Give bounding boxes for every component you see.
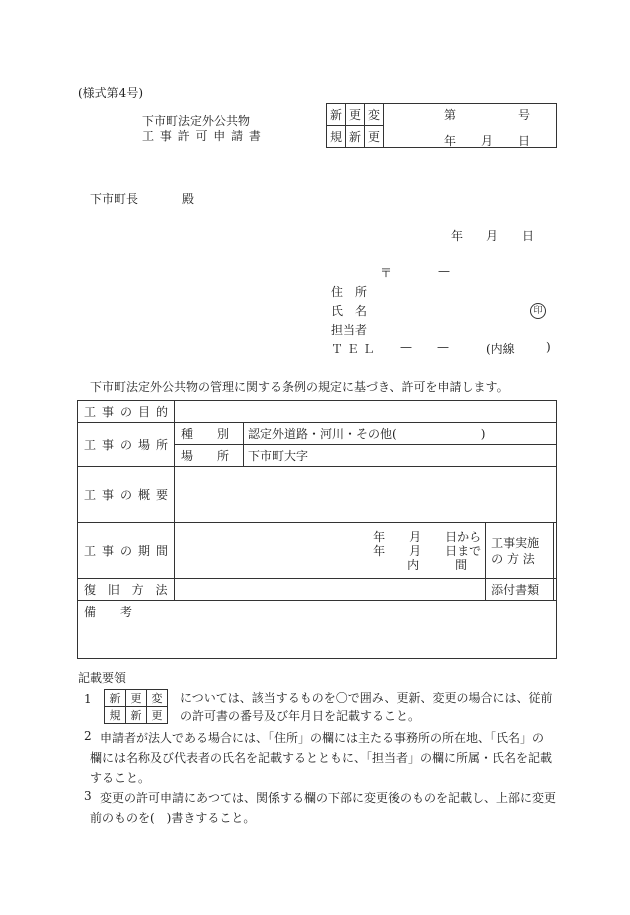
address-label: 住 所 [331, 285, 368, 299]
extension-close: ) [546, 340, 551, 354]
tel-dash-1: — [400, 340, 412, 354]
period-value[interactable] [175, 523, 486, 579]
purpose-label: 工事の目的 [78, 401, 175, 423]
application-statement: 下市町法定外公共物の管理に関する条例の規定に基づき、許可を申請します。 [90, 380, 509, 394]
notes-heading: 記載要領 [78, 671, 127, 685]
year-label: 年 [444, 134, 457, 148]
note-2-line-b: 欄には名称及び代表者の氏名を記載するとともに、「担当者」の欄に所属・氏名を記載 [90, 751, 553, 765]
attach-label: 添付書類 [486, 579, 554, 601]
period-line-from: 年 月 日から [373, 529, 482, 544]
month-label: 月 [481, 134, 494, 148]
period-line-to: 年 月 日まで [373, 543, 482, 558]
day-label: 日 [518, 134, 531, 148]
kind-value[interactable]: 認定外道路・河川・その他( ) [244, 423, 557, 445]
extension-label: (内線 [486, 342, 515, 356]
method-label-line2: の 方 法 [491, 551, 535, 566]
dono: 殿 [182, 192, 195, 206]
purpose-value[interactable] [175, 401, 557, 423]
box-cell: 新 [346, 126, 365, 148]
note-3-number: 3 [84, 789, 92, 803]
addressee: 下市町長 [90, 192, 139, 206]
box-cell: 変 [365, 104, 384, 126]
attach-value[interactable] [554, 579, 557, 601]
method-label-line1: 工事実施 [491, 535, 540, 550]
box-cell: 更 [126, 690, 147, 707]
go-label: 号 [518, 108, 531, 122]
remarks-label: 備 考 [84, 605, 133, 619]
postal-mark: 〒 [380, 266, 393, 280]
period-line-duration: 内 間 [407, 557, 468, 572]
note-1-box [104, 689, 168, 724]
box-cell: 更 [346, 104, 365, 126]
note-1-text-b: の許可書の番号及び年月日を記載すること。 [180, 709, 421, 723]
box-cell: 規 [327, 126, 346, 148]
restore-label: 復 旧 方 法 [78, 579, 175, 601]
place-value[interactable]: 下市町大字 [244, 445, 557, 467]
note-2-line-c: すること。 [90, 771, 151, 785]
date-month: 月 [486, 229, 499, 243]
note-2-line-a: 申請者が法人である場合には、「住所」の欄には主たる事務所の所在地、「氏名」の [100, 731, 545, 745]
method-value[interactable] [554, 523, 557, 579]
remarks-cell[interactable] [78, 601, 557, 659]
place-label: 場 所 [175, 445, 244, 467]
permit-number-box [326, 103, 557, 148]
overview-value[interactable] [175, 467, 557, 523]
kind-label: 種 別 [175, 423, 244, 445]
box-cell: 規 [105, 707, 126, 724]
seal-icon: 印 [530, 302, 546, 319]
dai-label: 第 [444, 108, 457, 122]
contact-label: 担当者 [331, 323, 368, 337]
period-label: 工事の期間 [78, 523, 175, 579]
location-label: 工事の場所 [78, 423, 175, 467]
note-3-line-a: 変更の許可申請にあつては、関係する欄の下部に変更後のものを記載し、上部に変更 [100, 791, 557, 805]
application-table [77, 400, 557, 659]
tel-label: Ｔ Ｅ Ｌ [331, 342, 375, 356]
note-1-number: 1 [84, 692, 92, 706]
box-cell: 変 [147, 690, 168, 707]
method-label [486, 523, 554, 579]
name-label: 氏 名 [331, 304, 368, 318]
box-cell: 新 [327, 104, 346, 126]
note-1-text-a: については、該当するものを〇で囲み、更新、変更の場合には、従前 [180, 691, 553, 705]
form-number: (様式第4号) [78, 86, 143, 100]
note-3-line-b: 前のものを( )書きすること。 [90, 811, 256, 825]
form-title-line2: 工 事 許 可 申 請 書 [142, 129, 262, 143]
box-cell: 新 [126, 707, 147, 724]
tel-dash-2: — [437, 340, 449, 354]
date-year: 年 [451, 229, 464, 243]
restore-value[interactable] [175, 579, 486, 601]
form-title-line1: 下市町法定外公共物 [142, 114, 251, 128]
box-cell: 新 [105, 690, 126, 707]
box-cell: 更 [365, 126, 384, 148]
postal-dash: — [438, 264, 450, 278]
box-cell: 更 [147, 707, 168, 724]
date-day: 日 [522, 229, 535, 243]
permit-number-area [384, 104, 557, 148]
note-2-number: 2 [84, 729, 92, 743]
overview-label: 工事の概要 [78, 467, 175, 523]
